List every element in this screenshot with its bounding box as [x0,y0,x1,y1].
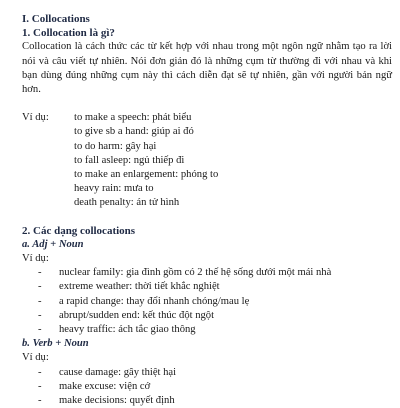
example-item: heavy rain: mưa to [74,183,154,195]
list-item-text: a rapid change: thay đổi nhanh chóng/mau lẹ [59,295,250,307]
list-item-text: make excuse: viện cớ [59,380,151,392]
definition-paragraph [22,40,392,97]
example-item: to fall asleep: ngủ thiếp đi [74,154,185,166]
subsection-1-title: 1. Collocation là gì? [22,27,115,40]
document-page [22,12,392,408]
list-item-text: make decisions: quyết định [59,395,175,407]
example-row [22,111,392,125]
list-item-text: abrupt/sudden end: kết thúc đột ngột [59,309,215,321]
list-item [22,394,392,408]
bullet: - [38,267,42,279]
list-item [22,280,392,294]
list-item-text: extreme weather: thời tiết khắc nghiệt [59,281,220,293]
list-item-text: nuclear family: gia đình gồm có 2 thế hệ sống dưới một mái nhà [59,267,332,279]
list-item [22,266,392,280]
definition-line: với nhau và khi bạn dùng đúng những cụm này thì cách diễn đạt sẽ tự nhiên, [22,55,392,81]
example-item: to do harm: gây hại [74,140,157,152]
type-b-title: b. Verb + Noun [22,338,89,350]
list-item [22,309,392,323]
example-item: to make a speech: phát biểu [74,112,192,124]
bullet: - [38,295,42,307]
example-item: to give sb a hand: giúp ai đó [74,126,194,138]
list-item-text: cause damage: gây thiệt hại [59,366,177,378]
bullet: - [38,309,42,321]
bullet: - [38,324,42,336]
list-item [22,323,392,337]
type-a-example-label: Ví dụ: [22,253,49,265]
bullet: - [38,281,42,293]
list-item [22,295,392,309]
type-a-title: a. Adj + Noun [22,238,84,250]
bullet: - [38,380,42,392]
section-title: I. Collocations [22,13,90,25]
type-b-example-label: Ví dụ: [22,352,49,364]
bullet: - [38,366,42,378]
type-b-list [22,366,392,408]
type-a-list [22,266,392,337]
example-label: Ví dụ: [22,112,49,124]
bullet: - [38,395,42,407]
definition-line: Collocation là cách thức các từ kết hợp với nhau trong một ngôn ngữ nhằm [22,41,353,53]
list-item [22,366,392,380]
list-item-text: heavy traffic: ách tắc giao thông [59,324,196,336]
list-item [22,380,392,394]
example-item: death penalty: án tử hình [74,197,180,209]
definition-line: gần với người bản ngữ hơn. [22,69,392,96]
definition-line: tạo ra lời nói và câu viết tự nhiên. Nói đơn giản đó là những cụm từ thường đi [22,41,392,67]
example-item: to make an enlargement: phóng to [74,169,219,181]
subsection-2-title: 2. Các dạng collocations [22,224,136,237]
examples-block [22,111,392,210]
